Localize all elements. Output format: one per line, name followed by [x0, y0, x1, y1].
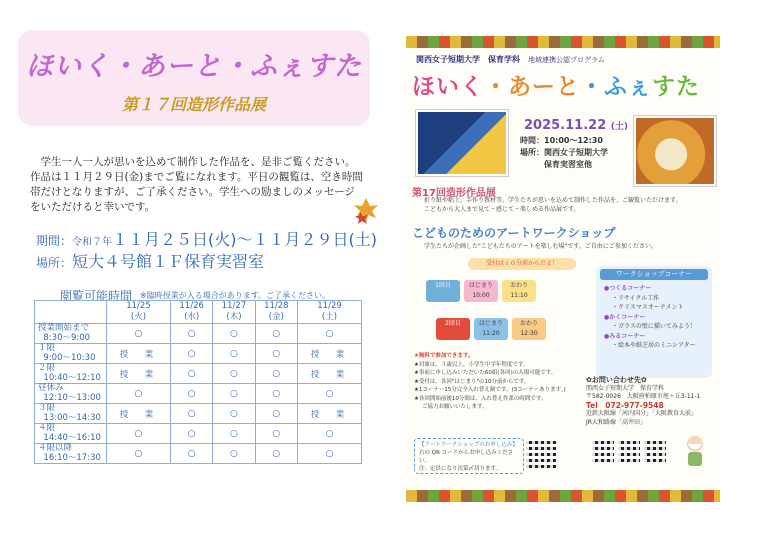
availability-cell: ○: [170, 444, 212, 464]
availability-cell: ○: [213, 424, 255, 444]
participation-notes: [414, 352, 594, 412]
column-header: 11/27 (木): [213, 301, 255, 324]
workshop-corner-item: ・ガラスの壁に描いてみよう！: [612, 323, 696, 330]
flyer-title-part: ほいく: [412, 74, 484, 100]
availability-cell: ○: [298, 324, 362, 344]
availability-cell: ○: [255, 424, 297, 444]
availability-cell: ○: [213, 404, 255, 424]
application-qr-code[interactable]: [526, 438, 556, 468]
availability-cell: ○: [255, 404, 297, 424]
workshop-section-title: こどものためのアートワークショップ: [412, 226, 616, 240]
title-banner: [18, 30, 370, 126]
availability-cell: ○: [170, 324, 212, 344]
availability-cell: 授 業: [107, 344, 171, 364]
workshop-corner-item: ・絵本や紙芝居のミニシアター: [612, 342, 696, 349]
intro-text: [30, 155, 365, 215]
train-car-start: はじまり 10:00: [464, 280, 498, 302]
availability-cell: ○: [170, 404, 212, 424]
contact-org: 関西女子短期大学 保育学科: [586, 384, 665, 392]
contact-heading: ✿お問い合わせ先✿: [586, 376, 647, 384]
time-slot-label: ３限 13:00～14:30: [35, 404, 107, 424]
contact-access: 近鉄大阪線「河内国分」「大阪教育大前」: [586, 410, 698, 417]
workshop-corner-list: [604, 284, 696, 351]
flyer-date-day: (土): [610, 122, 629, 132]
availability-cell: ○: [107, 424, 171, 444]
table-row: [35, 404, 362, 424]
session-2-train: [436, 318, 546, 340]
availability-cell: ○: [255, 324, 297, 344]
leaf-border-top: [406, 36, 720, 48]
application-box: [414, 438, 524, 474]
table-row: [35, 344, 362, 364]
flyer-title-part: ・あーと: [484, 74, 580, 100]
access-qr-code[interactable]: [618, 440, 640, 462]
leaf-border-bottom: [406, 490, 720, 502]
flyer-place-room: 保育実習室他: [544, 160, 592, 169]
availability-cell: ○: [298, 384, 362, 404]
place-value: 短大４号館１Ｆ保育実習室: [72, 252, 265, 271]
train-engine: 1回目: [426, 280, 460, 302]
time-slot-label: ４限 14:40～16:10: [35, 424, 107, 444]
availability-cell: ○: [298, 424, 362, 444]
availability-cell: ○: [107, 444, 171, 464]
column-header: 11/25 (火): [107, 301, 171, 324]
access-qr-code[interactable]: [592, 440, 614, 462]
availability-cell: ○: [255, 344, 297, 364]
workshop-corner-item: ・クリスマスオーナメント: [612, 304, 684, 311]
period-label: 期間：: [36, 234, 73, 248]
flyer-program: 地域連携公認プログラム: [528, 56, 605, 64]
workshop-corner-item: ・リサイクル工作: [612, 294, 660, 302]
availability-cell: ○: [255, 364, 297, 384]
table-corner: [35, 301, 107, 324]
train-car-end: おわり 12:30: [512, 318, 546, 340]
exhibit-desc-line: 折り紙や粘土、手作り教材等、学生たちが思いを込めて制作した作品を、ご観覧いただけます。: [424, 197, 682, 204]
note-line: ★事前に申し込みいただいた60組(各回)の入場可能です。: [414, 370, 557, 376]
availability-cell: 授 業: [107, 364, 171, 384]
column-header: 11/26 (水): [170, 301, 212, 324]
viewing-hours-note: ※臨時授業が入る場合があります。ご了承ください。: [140, 291, 331, 300]
contact-info: [586, 376, 716, 427]
availability-cell: ○: [213, 324, 255, 344]
exhibit-place: [36, 249, 264, 272]
time-slot-label: ４限以降 16:10～17:30: [35, 444, 107, 464]
note-line: ★無料で参加できます。: [414, 353, 474, 359]
availability-cell: ○: [107, 384, 171, 404]
event-flyer: [406, 36, 720, 502]
flyer-title-part: ・ふぇ: [580, 74, 652, 100]
note-line: ★各回開始前後10分間は、入れ替え作業の時間です。: [414, 395, 547, 402]
bulletin-board-photo: [416, 110, 508, 176]
table-row: [35, 324, 362, 344]
availability-cell: ○: [107, 324, 171, 344]
exhibit-period: [36, 227, 377, 250]
exhibit-desc-line: こどもから大人まで見て・感じて・楽しめる作品展です。: [424, 206, 580, 213]
workshop-corner-heading: ●つくるコーナー: [604, 285, 652, 292]
table-row: [35, 444, 362, 464]
availability-cell: ○: [170, 344, 212, 364]
time-slot-label: ２限 10:40～12:10: [35, 364, 107, 384]
period-era: 令和７年: [72, 237, 113, 248]
note-line: ご協力お願いいたします。: [422, 404, 488, 410]
flyer-org-name: 関西女子短期大学 保育学科: [416, 55, 520, 64]
flyer-date: [524, 118, 628, 133]
flyer-date-value: 2025.11.22: [524, 118, 607, 133]
exhibit-section-desc: [424, 196, 714, 214]
availability-cell: ○: [255, 444, 297, 464]
time-slot-label: １限 9:00～10:30: [35, 344, 107, 364]
application-note: 注：定員になり次第〆切ります。: [419, 466, 502, 472]
time-slot-label: 授業開始まで 8:30～9:00: [35, 324, 107, 344]
reception-banner: 受付は１０分前からだよ！: [468, 258, 576, 270]
intro-line-2: 作品は１１月２９日(金)までご覧になれます。平日の観覧は、空き時間帯だけとなりますが、ご了承ください。学生への励ましのメッセージをいただけると幸いです。: [30, 171, 363, 213]
column-header: 11/28 (金): [255, 301, 297, 324]
table-row: [35, 384, 362, 404]
note-line: ★対象は、３歳以上、小学生中学年程度です。: [414, 361, 529, 368]
viewing-hours-label: 閲覧可能時間: [60, 289, 133, 303]
availability-cell: 授 業: [298, 344, 362, 364]
contact-access: JR大和路線「高井田」: [586, 418, 646, 426]
autumn-leaves-icon: [352, 196, 380, 226]
note-line: ★受付は、各回"はじまり"の10分前からです。: [414, 378, 530, 385]
availability-cell: 授 業: [107, 404, 171, 424]
exhibit-section-title: 第17回造形作品展: [412, 188, 496, 199]
workshop-corner-heading: ●みるコーナー: [604, 332, 646, 340]
intro-line-1: 学生一人一人が思いを込めて制作した作品を、是非ご覧ください。: [40, 156, 356, 168]
column-header: 11/29 (土): [298, 301, 362, 324]
note-line: ★1コーナー15分完全入れ替え制です。(3コーナーあります。): [414, 387, 566, 393]
table-row: [35, 424, 362, 444]
availability-cell: ○: [170, 384, 212, 404]
availability-cell: ○: [213, 364, 255, 384]
contact-address: 〒582-0026 大阪府柏原市旭ヶ丘3-11-1: [586, 393, 701, 400]
contact-phone: Tel 072-977-9548: [586, 400, 664, 410]
page-title: ほいく・あーと・ふぇすた: [26, 51, 362, 82]
flyer-title: [412, 68, 700, 101]
workshop-section-desc: 学生たちが企画した"こどもたちのアートを楽しむ場"です。ご自由にご参加ください。: [424, 243, 657, 250]
flyer-time-place: [520, 135, 608, 171]
availability-cell: ○: [213, 344, 255, 364]
flyer-time: 時間：10:00～12:30: [520, 136, 603, 145]
workshop-corner-title: ワークショップコーナー: [600, 269, 708, 280]
application-heading: 【アートワークショップのお申し込み】: [419, 442, 518, 448]
availability-cell: ○: [170, 424, 212, 444]
availability-cell: ○: [255, 384, 297, 404]
flyer-organizer: [416, 54, 605, 65]
time-slot-label: 昼休み 12:10～13:00: [35, 384, 107, 404]
flyer-title-part: すた: [652, 74, 700, 100]
train-car-end: おわり 11:10: [502, 280, 536, 302]
craft-workshop-photo: [634, 116, 716, 186]
workshop-corner-heading: ●かくコーナー: [604, 313, 646, 321]
flyer-place: 場所：関西女子短期大学: [520, 148, 608, 157]
availability-cell: ○: [170, 364, 212, 384]
viewing-schedule-table: [34, 300, 362, 464]
train-engine: 2回目: [436, 318, 470, 340]
availability-cell: ○: [213, 384, 255, 404]
application-instruction: 右の QR コードからお申し込みください。: [419, 450, 514, 464]
workshop-corner-box: [596, 266, 712, 378]
availability-cell: 授 業: [298, 404, 362, 424]
availability-cell: ○: [213, 444, 255, 464]
train-car-start: はじまり 11:20: [474, 318, 508, 340]
session-1-train: [426, 280, 536, 302]
availability-cell: ○: [298, 444, 362, 464]
table-header-row: [35, 301, 362, 324]
table-row: [35, 364, 362, 384]
place-label: 場所：: [36, 256, 73, 270]
availability-cell: 授 業: [298, 364, 362, 384]
page-subtitle: 第１７回造形作品展: [121, 95, 266, 114]
period-dates: １１月２５日(火)～１１月２９日(土): [112, 230, 377, 249]
character-illustration-icon: [680, 434, 710, 468]
access-qr-code[interactable]: [644, 440, 666, 462]
